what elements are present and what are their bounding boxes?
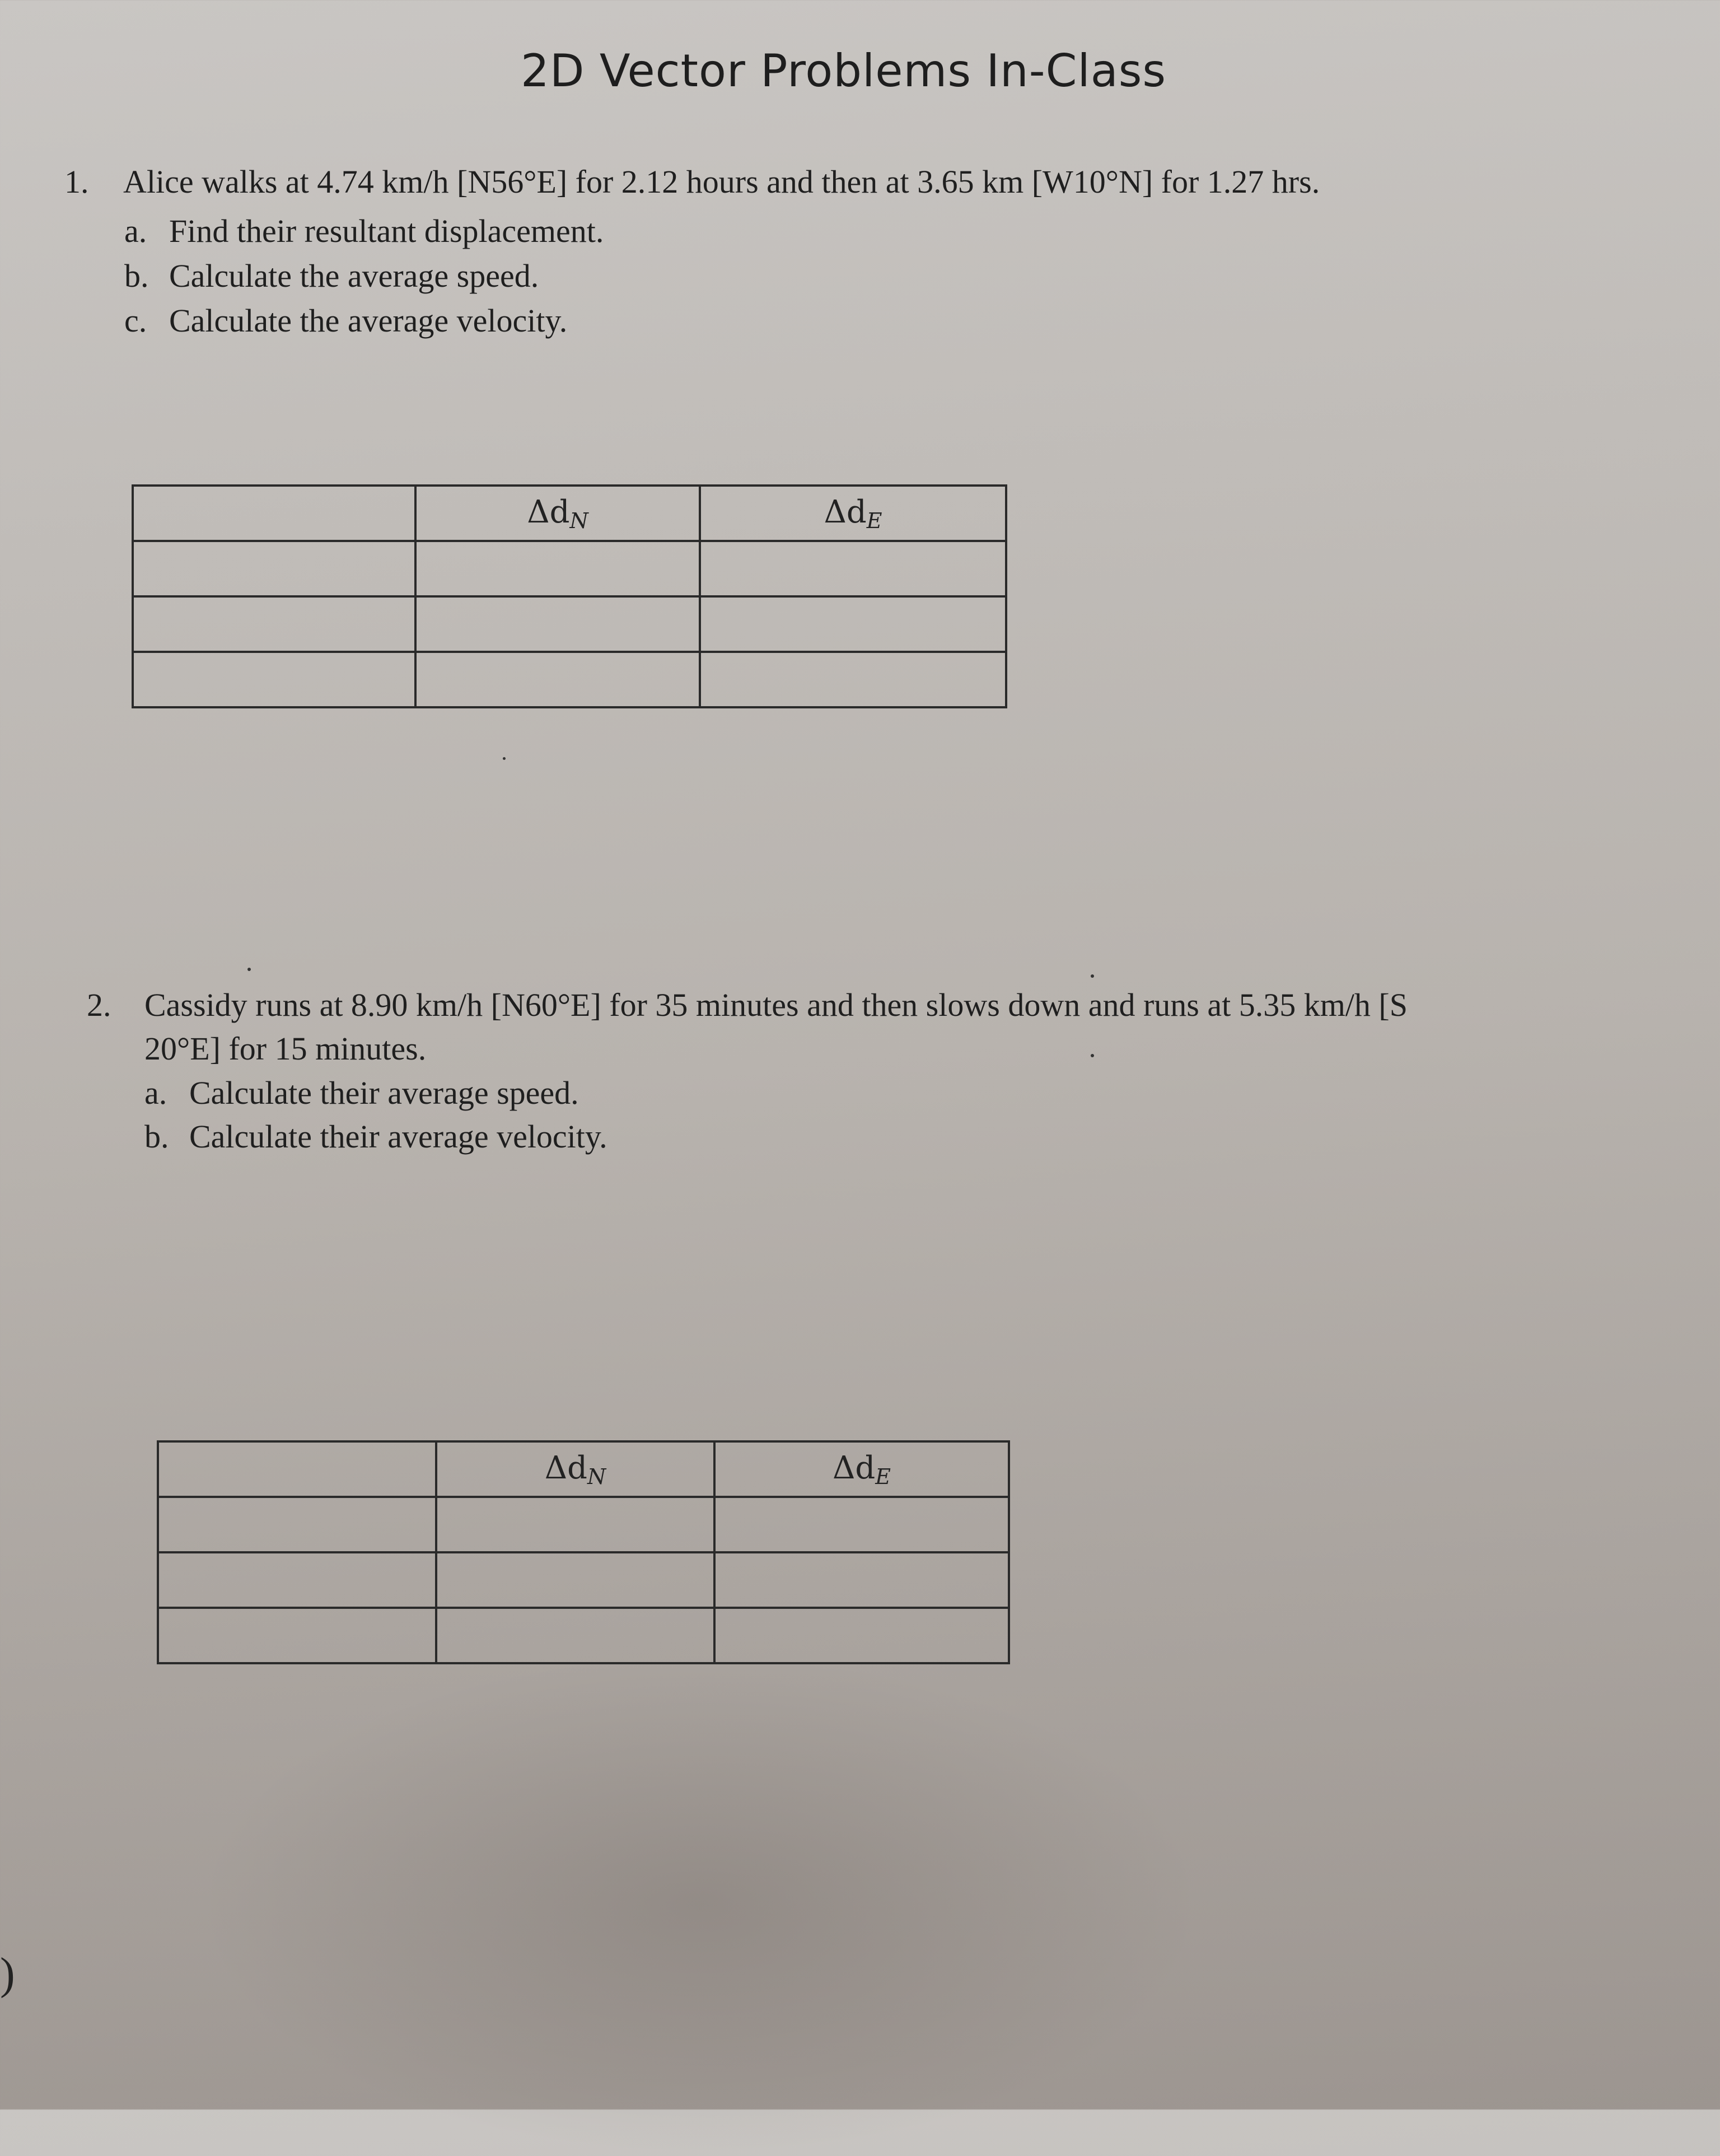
table-cell[interactable] [714, 1497, 1009, 1552]
delta-d-north-header: $\Delta d_N$ [436, 1441, 714, 1497]
question-1-text: Alice walks at 4.74 km/h [N56°E] for 2.12 hours and then at 3.65 km [W10°N] for 1.27 hrs. [123, 164, 1320, 200]
table-row [158, 1552, 1009, 1608]
table-cell[interactable] [700, 596, 1006, 652]
question-2-continued [144, 1026, 816, 1071]
edge-mark: ) [0, 1949, 15, 1999]
question-1-part-b: b. Calculate the average speed. [124, 258, 539, 294]
table-cell[interactable] [133, 652, 415, 707]
question-1-part-c: c. Calculate the average velocity. [124, 302, 568, 339]
table-cell[interactable] [714, 1552, 1009, 1608]
delta-d-north-header: $\Delta d_N$ [415, 486, 700, 541]
table-row [133, 541, 1006, 596]
table-cell[interactable] [133, 541, 415, 596]
question-2-number: 2. [87, 987, 111, 1023]
delta-d-east-header: $\Delta d_E$ [714, 1441, 1009, 1497]
table-header-row [158, 1441, 1009, 1497]
question-1 [64, 160, 1464, 204]
speck [247, 968, 251, 971]
delta-d-east-header: $\Delta d_E$ [700, 486, 1006, 541]
table-row [158, 1608, 1009, 1663]
question-2-part-a: a. Calculate their average speed. [144, 1075, 579, 1111]
speck [1091, 1054, 1094, 1057]
hand-shadow [196, 1652, 1204, 2156]
table-header-row [133, 486, 1006, 541]
question-1-number: 1. [64, 164, 89, 200]
table-cell[interactable] [133, 596, 415, 652]
question-1-table [132, 484, 1007, 708]
question-2-line-2: 20°E] for 15 minutes. [144, 1030, 427, 1067]
question-2-line-1: Cassidy runs at 8.90 km/h [N60°E] for 35 minutes and then slows down and runs at 5.35 km/h [S [144, 987, 1408, 1023]
table-cell[interactable] [714, 1608, 1009, 1663]
table-cell[interactable] [436, 1608, 714, 1663]
table-cell[interactable] [415, 652, 700, 707]
table-row [133, 652, 1006, 707]
page-title: 2D Vector Problems In-Class [521, 45, 1167, 97]
question-2 [87, 983, 1543, 1028]
table-cell[interactable] [158, 1552, 436, 1608]
table-cell[interactable] [133, 486, 415, 541]
question-2-table [157, 1440, 1010, 1664]
table-cell[interactable] [436, 1497, 714, 1552]
question-1-part-a: a. Find their resultant displacement. [124, 213, 604, 249]
question-2-part-b: b. Calculate their average velocity. [144, 1118, 607, 1155]
table-cell[interactable] [700, 541, 1006, 596]
table-row [133, 596, 1006, 652]
table-row [158, 1497, 1009, 1552]
table-cell[interactable] [700, 652, 1006, 707]
table-cell[interactable] [436, 1552, 714, 1608]
table-cell[interactable] [158, 1497, 436, 1552]
table-cell[interactable] [158, 1608, 436, 1663]
speck [503, 757, 506, 760]
table-cell[interactable] [415, 596, 700, 652]
speck [1091, 974, 1094, 978]
table-cell[interactable] [158, 1441, 436, 1497]
table-cell[interactable] [415, 541, 700, 596]
